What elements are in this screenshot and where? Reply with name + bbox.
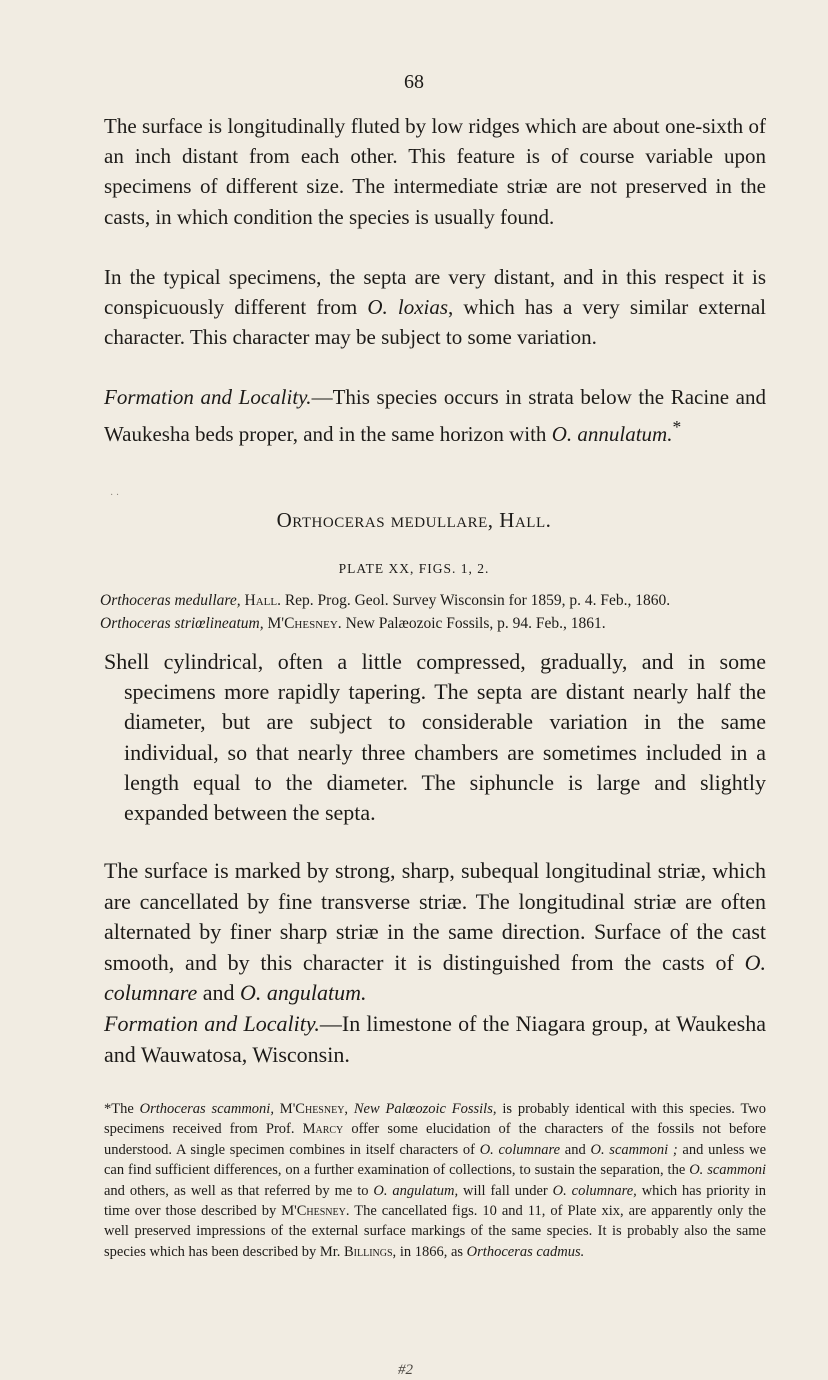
footnote: *The Orthoceras scammoni, M'Chesney, New Palœozoic Fossils, is probably identical with this species. Two specimens received from Prof. Marcy offer some elucidation of the characters of the fossils not before understood. A single specimen combines in itself characters of O. columnare and O. scammoni ; and unless we can find sufficient differences, on a further examination of collections, to sustain the separation, the O. scammoni and others, as well as that referred by me to O. angulatum, will fall under O. columnare, which has priority in time over those described by M'Chesney. The cancellated figs. 10 and 11, of Plate xix, are apparently only the well preserved impressions of the external surface markings of the same species. It is probably also the same species which has been described by Mr. Billings, in 1866, as Orthoceras cadmus.	[104, 1101, 767, 1260]
species-ref: O. columnare	[104, 949, 766, 1005]
paragraph-surface-marked: The surface is marked by strong, sharp, subequal longitudinal striæ, which are cancellated by fine transverse striæ. The longitudinal striæ are often alternated by finer sharp striæ in the same direction. Surface of the cast smooth, and by this character it is distinguished from the casts of O. columnare and O. angulatum.	[104, 858, 766, 1005]
print-speck: · ·	[110, 490, 120, 501]
formation-label: Formation and Locality.	[104, 1011, 320, 1036]
species-ref: O. annulatum.	[551, 422, 673, 447]
species-ref: O. angulatum.	[240, 980, 367, 1005]
species-name: Orthoceras medullare,	[276, 508, 494, 532]
paragraph-typical-specimens: In the typical specimens, the septa are very distant, and in this respect it is conspicuously different from O. loxias, which has a very similar external character. This character may be subject to some variation.	[104, 265, 767, 350]
synonym-line-2: Orthoceras striœlineatum, M'Chesney. New Palæozoic Fossils, p. 94. Feb., 1861.	[100, 615, 606, 632]
paragraph-description: Shell cylindrical, often a little compressed, gradually, and in some specimens more rapidly tapering. The septa are distant nearly half the diameter, but are subject to considerable variation in the same individual, so that nearly three chambers are sometimes included in a length equal to the diameter. The siphuncle is large and slightly expanded between the septa.	[104, 649, 766, 826]
footnote-marker: *	[672, 417, 682, 438]
species-author: Hall.	[499, 508, 552, 532]
plate-reference: PLATE XX, FIGS. 1, 2.	[338, 561, 490, 576]
paragraph-formation-locality-1: Formation and Locality.—This species occurs in strata below the Racine and Waukesha beds proper, and in the same horizon with O. annulatum.*	[104, 385, 766, 447]
handwritten-mark: #2	[398, 1362, 413, 1378]
species-ref: O. loxias	[367, 295, 449, 320]
species-heading	[0, 508, 828, 533]
paragraph-formation-locality-2: Formation and Locality.—In limestone of the Niagara group, at Waukesha and Wauwatosa, Wisconsin.	[104, 1011, 767, 1067]
paragraph-text: The surface is longitudinally fluted by low ridges which are about one-sixth of an inch distant from each other. This feature is of course variable upon specimens of different size. The intermediate striæ are not preserved in the casts, in which condition the species is usually found.	[104, 114, 766, 229]
page-number: 68	[404, 71, 424, 93]
formation-label: Formation and Locality.	[104, 385, 312, 409]
paragraph-surface-fluted	[104, 111, 766, 232]
synonym-line-1: Orthoceras medullare, Hall. Rep. Prog. Geol. Survey Wisconsin for 1859, p. 4. Feb., 1860.	[100, 592, 671, 609]
footnote-marker: *	[104, 1101, 112, 1117]
